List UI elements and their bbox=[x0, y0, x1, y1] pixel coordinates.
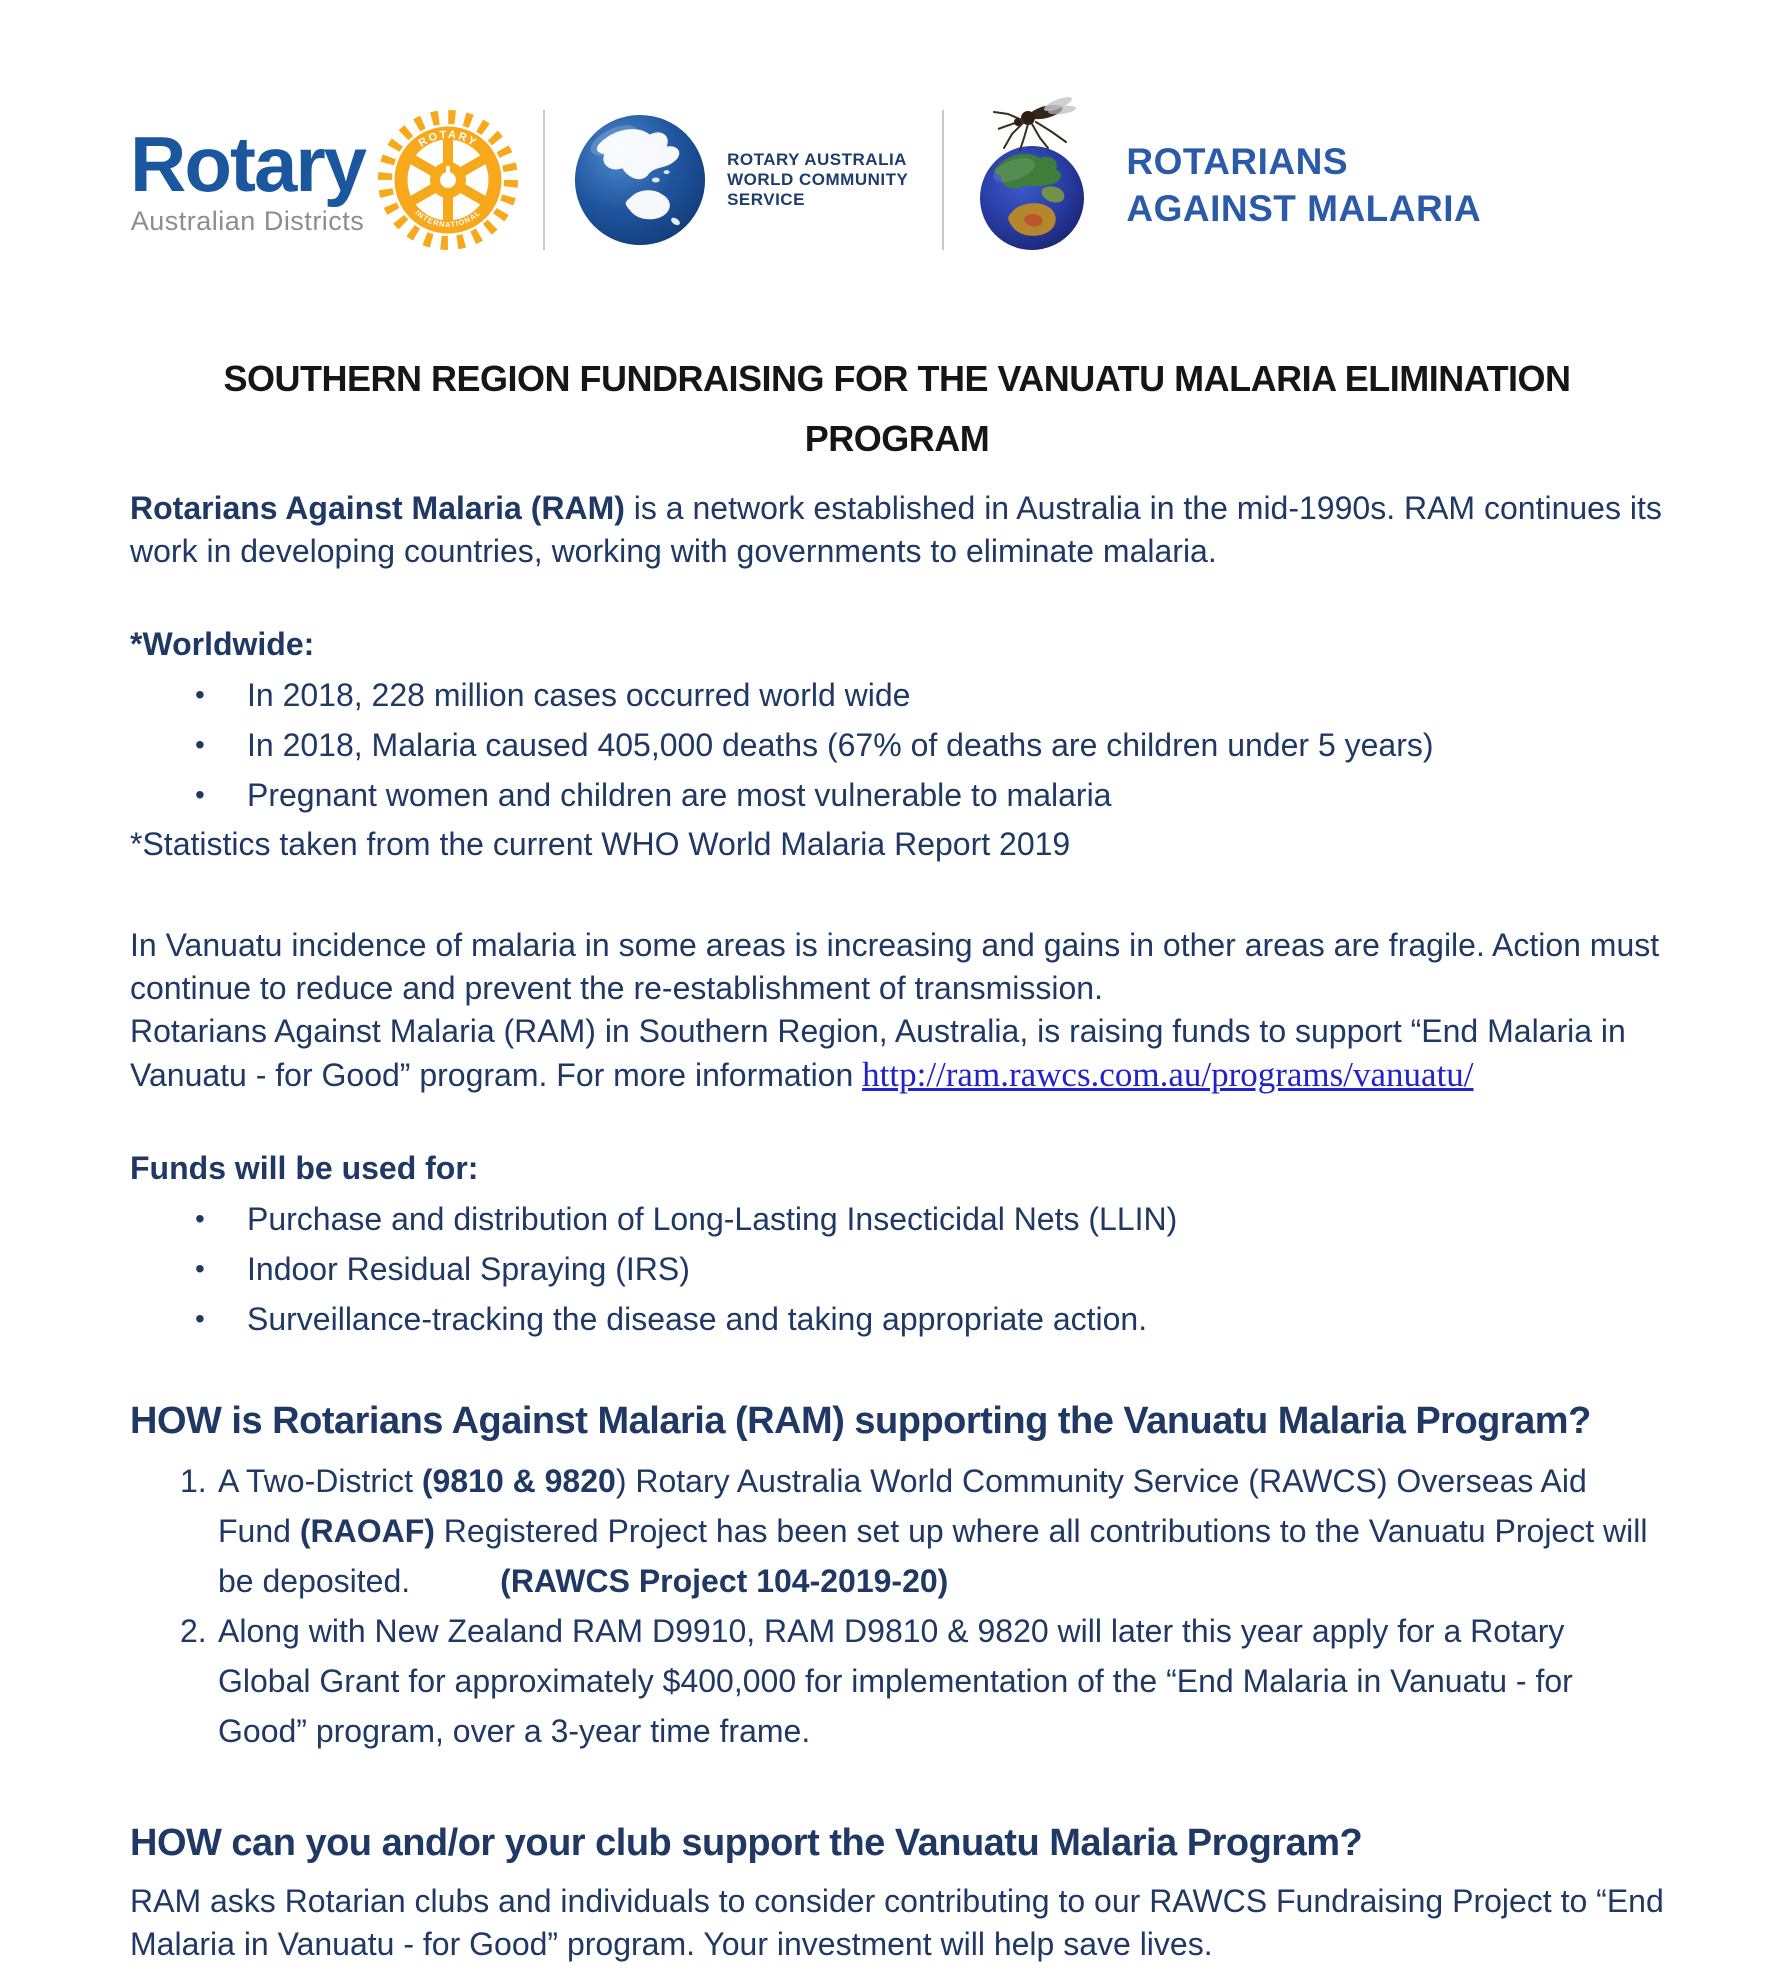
rawcs-project-code: (RAWCS Project 104-2019-20) bbox=[500, 1563, 949, 1599]
ram-line-1: ROTARIANS bbox=[1126, 141, 1349, 182]
rotary-wordmark: Rotary bbox=[130, 119, 366, 208]
bullet-icon: • bbox=[195, 1253, 205, 1284]
list-item bbox=[195, 720, 1664, 770]
rawcs-logo bbox=[571, 111, 908, 249]
rotary-wheel-icon bbox=[373, 105, 523, 255]
intro-lead-bold: Rotarians Against Malaria (RAM) bbox=[130, 490, 625, 526]
ram-logo-text bbox=[1126, 138, 1481, 232]
worldwide-bullet-list bbox=[130, 670, 1664, 820]
ram-globe-mosquito-icon bbox=[974, 92, 1092, 254]
list-item bbox=[180, 1456, 1664, 1606]
bullet-icon: • bbox=[195, 1203, 205, 1234]
logo-divider bbox=[543, 110, 545, 250]
vanuatu-para-2: Rotarians Against Malaria (RAM) in Southern Region, Australia, is raising funds to support “End Malaria in Vanuatu - for Good” program. For more information bbox=[130, 1013, 1626, 1093]
how-ram-item-2: Along with New Zealand RAM D9910, RAM D9810 & 9820 will later this year apply for a Rotary Global Grant for approximately $400,000 for implementation of the “End Malaria in Vanuatu - for Good” program, over a 3-year time frame. bbox=[218, 1613, 1573, 1749]
ram-line-2: AGAINST MALARIA bbox=[1126, 188, 1482, 229]
rotary-subtitle: Australian Districts bbox=[130, 205, 365, 236]
rotary-wordmark-block bbox=[130, 119, 366, 237]
title-line-1: SOUTHERN REGION FUNDRAISING FOR THE VANUATU MALARIA ELIMINATION bbox=[223, 358, 1571, 399]
funds-bullet-2: Indoor Residual Spraying (IRS) bbox=[247, 1251, 690, 1287]
vanuatu-paragraph bbox=[130, 924, 1664, 1097]
list-item bbox=[180, 1606, 1664, 1756]
logo-header bbox=[130, 85, 1664, 275]
worldwide-bullet-3: Pregnant women and children are most vulnerable to malaria bbox=[247, 777, 1112, 813]
how-ram-numbered-list bbox=[130, 1456, 1664, 1756]
bullet-icon: • bbox=[195, 779, 205, 810]
rotary-wheel-top-text: ROTARY bbox=[416, 128, 480, 150]
document-title bbox=[130, 349, 1664, 469]
rotary-australian-districts-logo bbox=[130, 105, 523, 255]
list-item bbox=[195, 1194, 1664, 1244]
how-ram-item-1: A Two-District (9810 & 9820) Rotary Australia World Community Service (RAWCS) Overseas Aid Fund (RAOAF) Registered Project has been set up where all contributions to the Vanuatu Project will be deposited. (RAWCS Project 104-2019-20) bbox=[218, 1463, 1648, 1599]
list-number: 1. bbox=[180, 1463, 207, 1499]
funds-bullet-1: Purchase and distribution of Long-Lasting Insecticidal Nets (LLIN) bbox=[247, 1201, 1178, 1237]
mosquito-icon bbox=[994, 94, 1076, 150]
rotarians-against-malaria-logo bbox=[974, 106, 1481, 254]
rawcs-logo-text bbox=[727, 150, 908, 210]
bullet-icon: • bbox=[195, 1303, 205, 1334]
rotary-wheel-bottom-text: INTERNATIONAL bbox=[413, 208, 483, 230]
list-item bbox=[195, 1294, 1664, 1344]
title-line-2: PROGRAM bbox=[804, 418, 990, 459]
statistics-footnote: *Statistics taken from the current WHO World Malaria Report 2019 bbox=[130, 826, 1071, 862]
rawcs-line-1: ROTARY AUSTRALIA bbox=[727, 150, 907, 169]
intro-text: is a network established in Australia in the mid-1990s. RAM continues its work in developing countries, working with governments to eliminate malaria. bbox=[130, 490, 1662, 569]
list-number: 2. bbox=[180, 1613, 207, 1649]
list-item bbox=[195, 1244, 1664, 1294]
rawcs-globe-icon bbox=[571, 111, 709, 249]
worldwide-heading: *Worldwide: bbox=[130, 626, 315, 662]
how-ram-heading: HOW is Rotarians Against Malaria (RAM) supporting the Vanuatu Malaria Program? bbox=[130, 1400, 1591, 1442]
list-item bbox=[195, 770, 1664, 820]
vanuatu-para-1: In Vanuatu incidence of malaria in some areas is increasing and gains in other areas are fragile. Action must continue to reduce and prevent the re-establishment of transmission. bbox=[130, 927, 1660, 1006]
bullet-icon: • bbox=[195, 679, 205, 710]
funds-heading: Funds will be used for: bbox=[130, 1150, 479, 1186]
worldwide-bullet-1: In 2018, 228 million cases occurred world wide bbox=[247, 677, 911, 713]
intro-paragraph bbox=[130, 487, 1664, 573]
rawcs-line-3: SERVICE bbox=[727, 190, 805, 209]
worldwide-bullet-2: In 2018, Malaria caused 405,000 deaths (67% of deaths are children under 5 years) bbox=[247, 727, 1434, 763]
vanuatu-program-link[interactable]: http://ram.rawcs.com.au/programs/vanuatu/ bbox=[862, 1055, 1474, 1094]
logo-divider bbox=[942, 110, 944, 250]
list-item bbox=[195, 670, 1664, 720]
funds-bullet-list bbox=[130, 1194, 1664, 1344]
how-club-paragraph: RAM asks Rotarian clubs and individuals to consider contributing to our RAWCS Fundraising Project to “End Malaria in Vanuatu - for Good” program. Your investment will help save lives. bbox=[130, 1883, 1664, 1962]
rawcs-line-2: WORLD COMMUNITY bbox=[727, 170, 909, 189]
bullet-icon: • bbox=[195, 729, 205, 760]
funds-bullet-3: Surveillance-tracking the disease and taking appropriate action. bbox=[247, 1301, 1148, 1337]
how-club-heading: HOW can you and/or your club support the Vanuatu Malaria Program? bbox=[130, 1822, 1363, 1864]
